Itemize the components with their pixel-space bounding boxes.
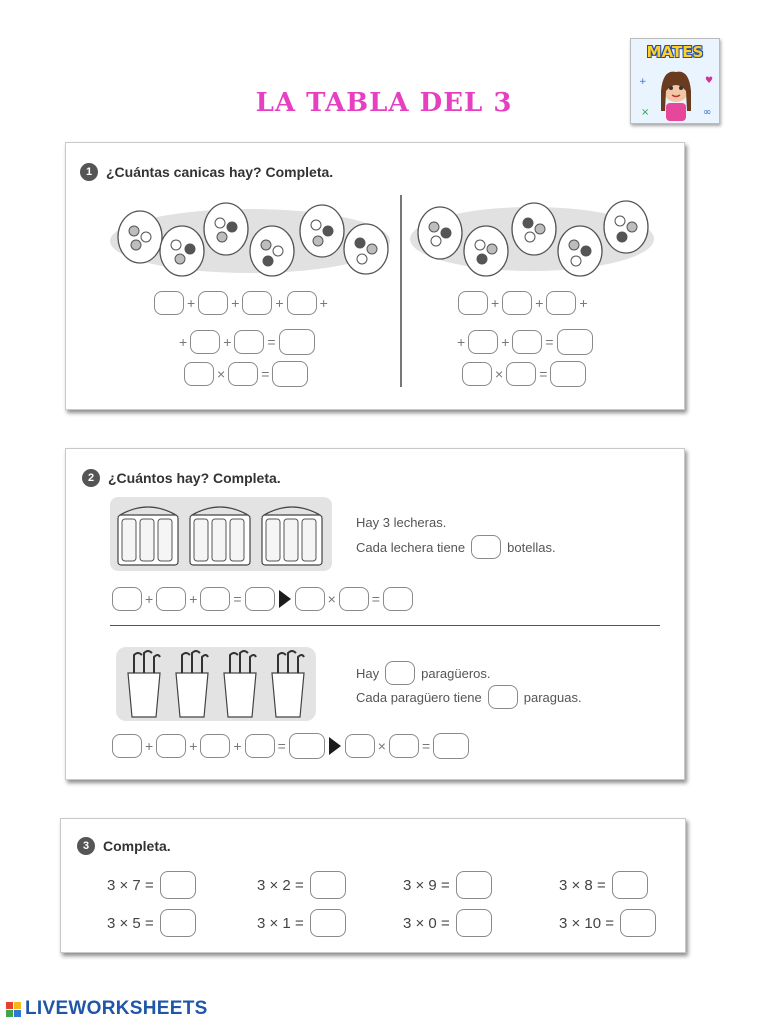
liveworksheets-logo[interactable] <box>6 998 208 1020</box>
brand-name: LIVEWORKSHEETS <box>25 998 208 1019</box>
multiplication-item: 3 × 10 = <box>559 909 656 937</box>
milk-equation-row: + + = × = <box>112 587 413 611</box>
answer-box[interactable] <box>272 361 308 387</box>
sum-row-left-2: + + = <box>176 329 315 355</box>
product-row-left: × = <box>184 361 308 387</box>
answer-box[interactable] <box>612 871 648 899</box>
answer-box[interactable] <box>156 734 186 758</box>
answer-box[interactable] <box>310 871 346 899</box>
answer-box[interactable] <box>112 734 142 758</box>
arrow-icon <box>329 737 341 755</box>
exercise-2-card <box>65 448 685 780</box>
badge-title: MATES <box>646 43 704 61</box>
answer-box[interactable] <box>310 909 346 937</box>
answer-box[interactable] <box>488 685 518 709</box>
milk-line-2: Cada lechera tiene botellas. <box>356 535 556 559</box>
multiplication-item: 3 × 0 = <box>403 909 492 937</box>
marble-bags-illustration-left <box>110 193 398 279</box>
answer-box[interactable] <box>198 291 228 315</box>
answer-box[interactable] <box>546 291 576 315</box>
multiplication-item: 3 × 2 = <box>257 871 346 899</box>
umbrella-equation-row: + + + = × = <box>112 733 469 759</box>
exercise-title: ¿Cuántos hay? Completa. <box>108 470 281 486</box>
milk-crates-illustration <box>110 495 332 573</box>
sum-row-right-1: + + + <box>458 291 591 315</box>
exercise-3-card <box>60 818 686 953</box>
answer-box[interactable] <box>112 587 142 611</box>
multiplication-item: 3 × 8 = <box>559 871 648 899</box>
answer-box[interactable] <box>557 329 593 355</box>
answer-box[interactable] <box>550 361 586 387</box>
product-row-right: × = <box>462 361 586 387</box>
answer-box[interactable] <box>245 734 275 758</box>
answer-box[interactable] <box>295 587 325 611</box>
arrow-icon <box>279 590 291 608</box>
answer-box[interactable] <box>383 587 413 611</box>
logo-icon <box>6 1002 21 1017</box>
exercise-number: 2 <box>82 469 100 487</box>
answer-box[interactable] <box>279 329 315 355</box>
avatar-icon <box>631 39 721 125</box>
answer-box[interactable] <box>456 871 492 899</box>
answer-box[interactable] <box>287 291 317 315</box>
sum-row-right-2: + + = <box>454 329 593 355</box>
exercise-title: ¿Cuántas canicas hay? Completa. <box>106 164 334 180</box>
milk-line-1: Hay 3 lecheras. <box>356 515 447 530</box>
answer-box[interactable] <box>339 587 369 611</box>
answer-box[interactable] <box>154 291 184 315</box>
answer-box[interactable] <box>289 733 325 759</box>
answer-box[interactable] <box>502 291 532 315</box>
umbrella-line-2: Cada paragüero tiene paraguas. <box>356 685 582 709</box>
mates-badge <box>630 38 720 124</box>
multiplication-item: 3 × 5 = <box>107 909 196 937</box>
answer-box[interactable] <box>389 734 419 758</box>
answer-box[interactable] <box>160 871 196 899</box>
answer-box[interactable] <box>200 734 230 758</box>
answer-box[interactable] <box>462 362 492 386</box>
multiplication-item: 3 × 9 = <box>403 871 492 899</box>
answer-box[interactable] <box>160 909 196 937</box>
answer-box[interactable] <box>228 362 258 386</box>
umbrella-line-1: Hay paragüeros. <box>356 661 491 685</box>
answer-box[interactable] <box>234 330 264 354</box>
exercise-1-card <box>65 142 685 410</box>
answer-box[interactable] <box>456 909 492 937</box>
answer-box[interactable] <box>471 535 501 559</box>
answer-box[interactable] <box>184 362 214 386</box>
answer-box[interactable] <box>245 587 275 611</box>
umbrella-stands-illustration <box>116 645 316 723</box>
exercise-number: 3 <box>77 837 95 855</box>
exercise-title: Completa. <box>103 838 171 854</box>
answer-box[interactable] <box>433 733 469 759</box>
answer-box[interactable] <box>468 330 498 354</box>
exercise-1-heading <box>80 163 333 181</box>
answer-box[interactable] <box>385 661 415 685</box>
exercise-2-heading <box>82 469 281 487</box>
answer-box[interactable] <box>620 909 656 937</box>
sum-row-left-1: + + + + <box>154 291 331 315</box>
answer-box[interactable] <box>156 587 186 611</box>
multiplication-item: 3 × 1 = <box>257 909 346 937</box>
answer-box[interactable] <box>506 362 536 386</box>
svg-text:+: + <box>639 77 647 87</box>
answer-box[interactable] <box>512 330 542 354</box>
marble-bags-illustration-right <box>408 193 658 279</box>
svg-text:∞: ∞ <box>703 107 712 118</box>
multiplication-item: 3 × 7 = <box>107 871 196 899</box>
answer-box[interactable] <box>190 330 220 354</box>
answer-box[interactable] <box>200 587 230 611</box>
answer-box[interactable] <box>345 734 375 758</box>
exercise-3-heading <box>77 837 171 855</box>
svg-text:♥: ♥ <box>705 76 714 86</box>
page-title: LA TABLA DEL 3 <box>255 88 513 118</box>
exercise-number: 1 <box>80 163 98 181</box>
svg-text:×: × <box>641 107 650 118</box>
answer-box[interactable] <box>242 291 272 315</box>
horizontal-divider <box>110 625 660 626</box>
vertical-divider <box>400 195 402 387</box>
answer-box[interactable] <box>458 291 488 315</box>
